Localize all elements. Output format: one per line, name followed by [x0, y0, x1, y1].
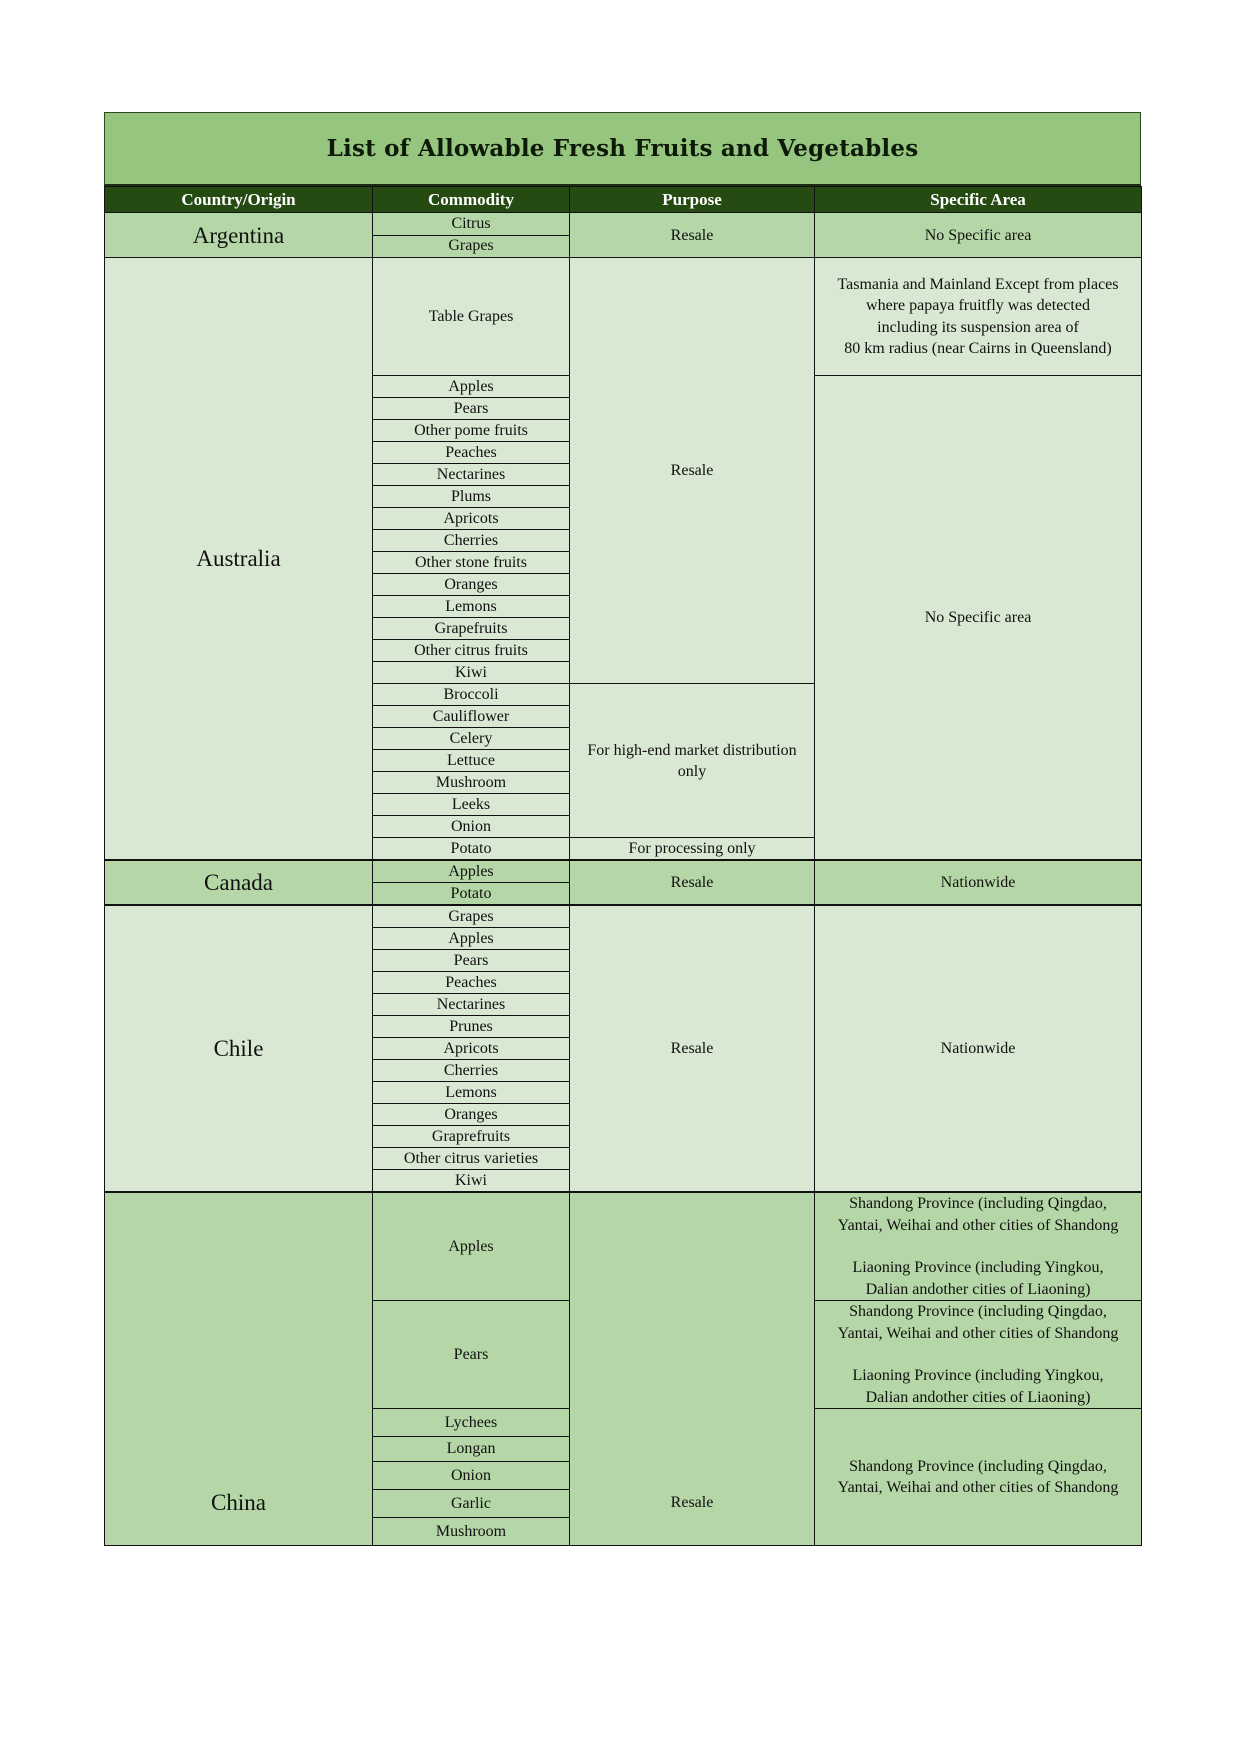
commodity-cell: Lettuce [373, 750, 570, 772]
commodity-cell: Other citrus varieties [373, 1148, 570, 1170]
area-line: Shandong Province (including Qingdao, [849, 1303, 1107, 1320]
commodity-cell: Potato [373, 838, 570, 861]
commodity-cell: Other stone fruits [373, 552, 570, 574]
area-line: Yantai, Weihai and other cities of Shandong [837, 1324, 1119, 1342]
commodity-cell: Broccoli [373, 684, 570, 706]
commodity-cell: Apples [373, 376, 570, 398]
commodity-cell: Oranges [373, 574, 570, 596]
commodity-cell: Lychees [373, 1409, 570, 1437]
commodity-cell: Other pome fruits [373, 420, 570, 442]
table-row [105, 1192, 1142, 1301]
canada-group [105, 860, 1142, 905]
commodity-cell: Onion [373, 1462, 570, 1490]
area-line: including its suspension area of [877, 318, 1079, 336]
table-row [105, 905, 1142, 928]
area-line: Liaoning Province (including Yingkou, [852, 1259, 1104, 1276]
commodity-cell: Lemons [373, 596, 570, 618]
commodity-cell: Nectarines [373, 994, 570, 1016]
area-line: Yantai, Weihai and other cities of Shandong [837, 1216, 1119, 1234]
commodity-cell: Pears [373, 1301, 570, 1409]
commodity-cell: Grapefruits [373, 618, 570, 640]
purpose-cell: Resale [570, 905, 815, 1192]
commodity-cell: Celery [373, 728, 570, 750]
purpose-cell: Resale [570, 213, 815, 258]
commodity-cell: Lemons [373, 1082, 570, 1104]
area-line: 80 km radius (near Cairns in Queensland) [844, 340, 1112, 357]
table-row [105, 860, 1142, 883]
commodity-cell: Mushroom [373, 772, 570, 794]
page-title: List of Allowable Fresh Fruits and Vegetables [326, 135, 919, 162]
commodity-cell: Longan [373, 1437, 570, 1462]
area-cell [815, 1192, 1142, 1301]
country-cell: Australia [105, 258, 373, 861]
area-line [817, 1236, 1139, 1257]
commodity-cell: Leeks [373, 794, 570, 816]
produce-table [104, 186, 1142, 1546]
commodity-cell: Graprefruits [373, 1126, 570, 1148]
commodity-cell: Apples [373, 1192, 570, 1301]
commodity-cell: Apricots [373, 508, 570, 530]
country-cell: Chile [105, 905, 373, 1192]
china-group [105, 1192, 1142, 1546]
commodity-cell: Prunes [373, 1016, 570, 1038]
area-cell: No Specific area [815, 376, 1142, 861]
area-line [817, 1344, 1139, 1365]
commodity-cell: Peaches [373, 972, 570, 994]
area-cell: Nationwide [815, 860, 1142, 905]
commodity-cell: Grapes [373, 905, 570, 928]
area-line: where papaya fruitfly was detected [866, 297, 1090, 314]
header-specific-area: Specific Area [815, 187, 1142, 213]
area-line: Liaoning Province (including Yingkou, [852, 1367, 1104, 1384]
title-bar [104, 112, 1141, 186]
area-line: Shandong Province (including Qingdao, [849, 1195, 1107, 1212]
commodity-cell: Grapes [373, 235, 570, 258]
commodity-cell: Apricots [373, 1038, 570, 1060]
commodity-cell: Cauliflower [373, 706, 570, 728]
purpose-cell: For high-end market distribution only [570, 684, 815, 838]
commodity-cell: Cherries [373, 530, 570, 552]
table-row [105, 213, 1142, 236]
country-cell: Canada [105, 860, 373, 905]
area-cell: No Specific area [815, 213, 1142, 258]
commodity-cell: Pears [373, 398, 570, 420]
country-cell: China [105, 1192, 373, 1546]
commodity-cell: Citrus [373, 213, 570, 236]
commodity-cell: Kiwi [373, 662, 570, 684]
header-commodity: Commodity [373, 187, 570, 213]
commodity-cell: Apples [373, 928, 570, 950]
commodity-cell: Pears [373, 950, 570, 972]
area-line: Shandong Province (including Qingdao, [849, 1457, 1107, 1475]
area-line: Dalian andother cities of Liaoning) [865, 1280, 1091, 1298]
area-line: Dalian andother cities of Liaoning) [865, 1388, 1091, 1406]
australia-group [105, 258, 1142, 861]
purpose-cell: Resale [570, 1192, 815, 1546]
purpose-cell: For processing only [570, 838, 815, 861]
commodity-cell: Table Grapes [373, 258, 570, 376]
allowable-produce-sheet [104, 112, 1141, 1546]
commodity-cell: Apples [373, 860, 570, 883]
commodity-cell: Nectarines [373, 464, 570, 486]
header-country: Country/Origin [105, 187, 373, 213]
commodity-cell: Other citrus fruits [373, 640, 570, 662]
commodity-cell: Potato [373, 883, 570, 906]
purpose-cell: Resale [570, 258, 815, 684]
table-row [105, 258, 1142, 376]
area-cell [815, 258, 1142, 376]
commodity-cell: Plums [373, 486, 570, 508]
country-cell: Argentina [105, 213, 373, 258]
commodity-cell: Peaches [373, 442, 570, 464]
commodity-cell: Garlic [373, 1490, 570, 1518]
commodity-cell: Mushroom [373, 1518, 570, 1546]
header-purpose: Purpose [570, 187, 815, 213]
commodity-cell: Cherries [373, 1060, 570, 1082]
area-line: Tasmania and Mainland Except from places [837, 275, 1119, 293]
area-line: Yantai, Weihai and other cities of Shandong [837, 1479, 1119, 1496]
purpose-cell: Resale [570, 860, 815, 905]
commodity-cell: Kiwi [373, 1170, 570, 1193]
area-cell [815, 1409, 1142, 1546]
argentina-group [105, 213, 1142, 258]
area-cell: Nationwide [815, 905, 1142, 1192]
commodity-cell: Oranges [373, 1104, 570, 1126]
header-row [105, 187, 1142, 213]
chile-group [105, 905, 1142, 1192]
commodity-cell: Onion [373, 816, 570, 838]
area-cell [815, 1301, 1142, 1409]
